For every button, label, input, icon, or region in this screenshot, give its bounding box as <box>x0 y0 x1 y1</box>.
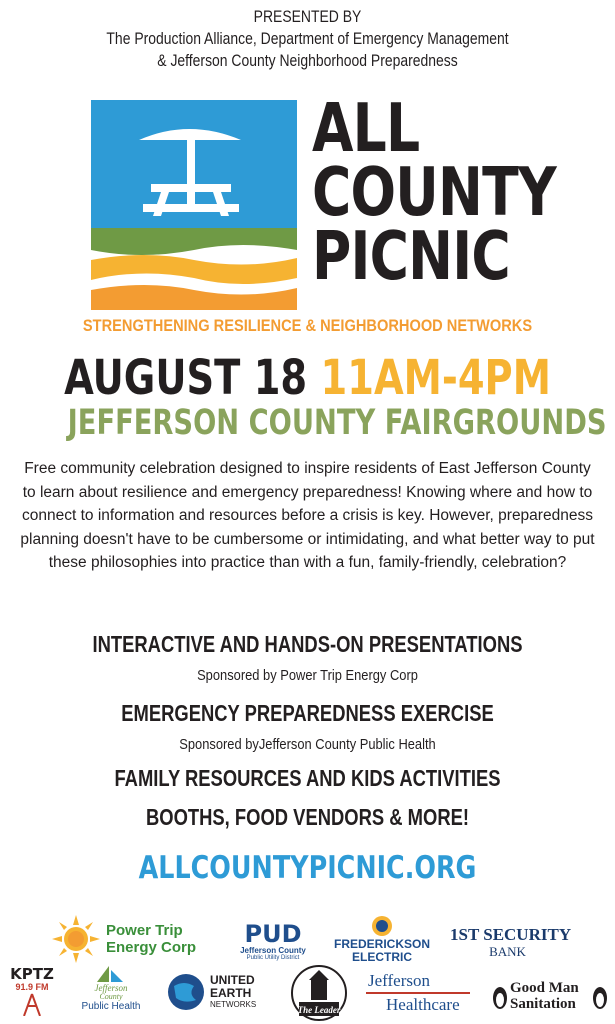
presented-by-label: PRESENTED BY <box>253 7 362 26</box>
sponsor-pud <box>233 922 313 962</box>
tagline: STRENGTHENING RESILIENCE & NEIGHBORHOOD NETWORKS <box>82 316 533 335</box>
title-line-1: ALL <box>312 89 420 167</box>
presenters-line-2: & Jefferson County Neighborhood Preparedness <box>157 51 458 70</box>
event-website-link[interactable]: ALLCOUNTYPICNIC.ORG <box>138 850 477 886</box>
title-line-3: PICNIC <box>312 217 510 295</box>
radio-tower-icon <box>12 992 52 1016</box>
unitedearth-line-1: UNITED <box>210 973 255 987</box>
jcph-line-3: Public Health <box>81 1001 141 1012</box>
jhc-divider <box>366 992 470 994</box>
pud-sub-2: Public Utility District <box>246 955 300 961</box>
sponsor-the-leader <box>289 964 349 1022</box>
event-date: AUGUST 18 <box>64 350 308 406</box>
event-venue: JEFFERSON COUNTY FAIRGROUNDS <box>67 403 607 443</box>
activity-presentations: INTERACTIVE AND HANDS-ON PRESENTATIONS <box>92 631 523 657</box>
activity-exercise: EMERGENCY PREPAREDNESS EXERCISE <box>121 700 494 726</box>
frederickson-star-icon <box>368 912 396 938</box>
sponsor-jefferson-healthcare <box>366 972 476 1018</box>
sponsor-united-earth <box>166 972 276 1014</box>
logo-grass-band <box>91 228 297 255</box>
activity-booths: BOOTHS, FOOD VENDORS & MORE! <box>145 804 470 830</box>
sponsor-jefferson-public-health <box>78 966 144 1018</box>
activity-presentations-sponsor: Sponsored by Power Trip Energy Corp <box>197 667 418 684</box>
powertrip-line-2: Energy Corp <box>106 939 197 956</box>
activity-exercise-sponsor: Sponsored byJefferson County Public Health <box>179 736 436 753</box>
goodman-line-1: Good Man <box>510 980 579 996</box>
firstsec-line-1: 1ST SECURITY <box>450 925 572 944</box>
sun-icon <box>52 915 100 963</box>
pud-sub-1: Jefferson County <box>240 946 306 955</box>
event-time: 11AM-4PM <box>320 350 551 406</box>
pud-name: PUD <box>244 920 302 948</box>
event-title <box>312 89 556 295</box>
logo-yellow-band <box>91 255 297 284</box>
sponsor-kptz <box>4 966 60 1018</box>
frederickson-line-2: ELECTRIC <box>352 950 412 964</box>
leader-name: The Leader <box>297 1005 341 1015</box>
date-time-line <box>62 352 554 404</box>
picnic-logo <box>91 100 297 310</box>
sailboat-icon <box>91 966 131 984</box>
goodman-line-2: Sanitation <box>510 996 576 1012</box>
unitedearth-text <box>210 974 256 1009</box>
penguin-icon-right <box>592 982 608 1010</box>
kptz-frequency: 91.9 FM <box>15 982 49 992</box>
globe-icon <box>166 972 206 1012</box>
sponsor-first-security <box>450 925 572 962</box>
kptz-name: KPTZ <box>10 965 54 983</box>
jcph-line-2: County <box>99 992 123 1001</box>
powertrip-line-1: Power Trip <box>106 922 183 939</box>
presenters-line-1: The Production Alliance, Department of Emergency Management <box>106 29 509 48</box>
sponsor-frederickson <box>330 912 434 964</box>
powertrip-text <box>106 922 196 956</box>
sponsor-good-man-sanitation <box>492 980 610 1016</box>
penguin-icon-left <box>492 982 508 1010</box>
firstsec-line-2: BANK <box>489 944 526 959</box>
jcph-line-1: Jefferson <box>94 983 128 993</box>
logo-orange-band <box>91 285 297 310</box>
sponsor-power-trip <box>52 915 212 963</box>
event-description: Free community celebration designed to inspire residents of East Jefferson County to learn about resilience and emergency preparedness! Knowing where and how to connect to information and resources before a crisis is key. However, preparedness planning doesn't have to be cumbersome or intimidating, and what better way to put these philosophies into practice than with a fun, family-friendly, celebration? <box>20 460 595 571</box>
frederickson-line-1: FREDERICKSON <box>333 937 430 951</box>
jhc-line-2: Healthcare <box>386 995 460 1014</box>
presented-by-block <box>55 6 559 72</box>
title-line-2: COUNTY <box>312 153 556 231</box>
unitedearth-line-3: NETWORKS <box>210 1000 257 1009</box>
goodman-text <box>510 980 579 1012</box>
jhc-line-1: Jefferson <box>368 971 430 990</box>
activity-family: FAMILY RESOURCES AND KIDS ACTIVITIES <box>114 765 501 791</box>
unitedearth-line-2: EARTH <box>210 986 252 1000</box>
